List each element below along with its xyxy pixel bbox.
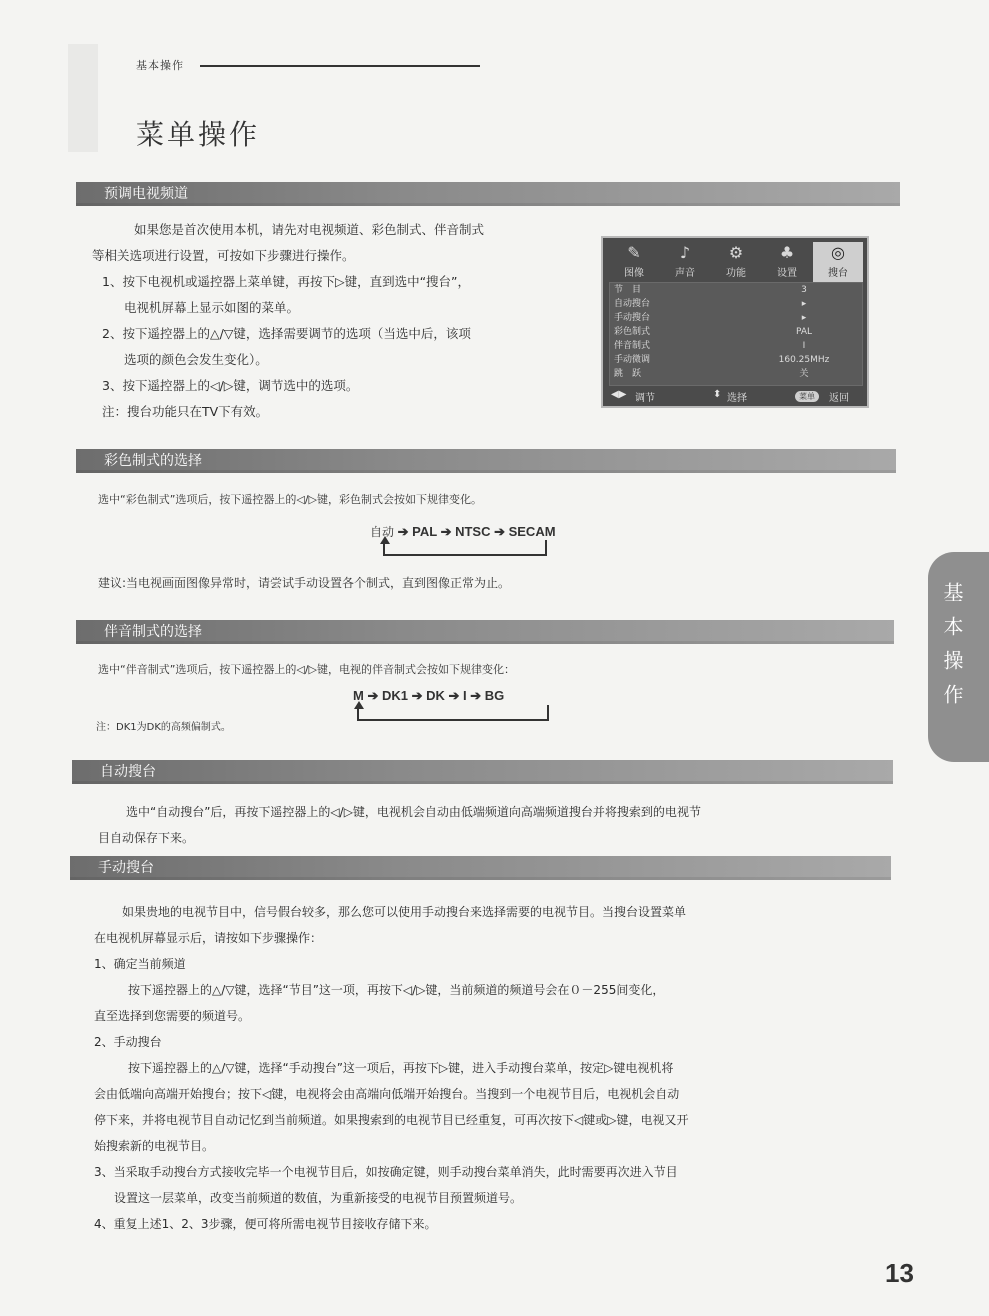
section-heading-sound: 伴音制式的选择 (76, 620, 894, 644)
tv-row: 自动搜台 ▸ (614, 299, 807, 309)
tv-row: 手动微调 160.25MHz (614, 355, 830, 365)
preset-line: 等相关选项进行设置，可按如下步骤进行操作。 (92, 248, 355, 263)
manual-line: 在电视机屏幕显示后，请按如下步骤操作： (94, 931, 323, 945)
color-flow: 自动 ➔ PAL ➔ NTSC ➔ SECAM (370, 524, 556, 539)
tv-tab-settings: ♣ 设置 (762, 242, 812, 282)
section-heading-manual: 手动搜台 (70, 856, 891, 880)
auto-line: 目自动保存下来。 (98, 831, 195, 845)
manual-line: 2、手动搜台 (94, 1035, 162, 1049)
tv-tab-sound: ♪ 声音 (660, 242, 710, 282)
preset-line: 电视机屏幕上显示如图的菜单。 (124, 300, 300, 315)
up-down-arrows-icon: ⬍ (713, 389, 722, 400)
manual-line: 3、当采取手动搜台方式接收完毕一个电视节目后，如按确定键，则手动搜台菜单消失，此时需要再次进入节目 (94, 1165, 678, 1179)
manual-line: 始搜索新的电视节目。 (94, 1139, 215, 1153)
manual-line: 设置这一层菜单，改变当前频道的数值，为重新接受的电视节目预置频道号。 (114, 1191, 523, 1205)
tv-tab-picture: ✎ 图像 (609, 242, 659, 282)
tv-row: 跳 跃 关 (614, 369, 809, 379)
picture-icon: ✎ (627, 243, 641, 262)
auto-text (98, 799, 701, 851)
sound-intro: 选中“伴音制式”选项后，按下遥控器上的◁/▷键，电视的伴音制式会按如下规律变化： (98, 663, 516, 676)
side-chapter-label: 基本操作 (940, 582, 964, 718)
page-number: 13 (885, 1258, 914, 1288)
color-loop-line (383, 540, 547, 556)
tv-row: 节 目 3 (614, 285, 807, 295)
section-heading-preset: 预调电视频道 (76, 182, 900, 206)
tv-tab-function: ⚙ 功能 (711, 242, 761, 282)
preset-line: 如果您是首次使用本机，请先对电视频道、彩色制式、伴音制式 (134, 222, 485, 237)
chapter-rule (200, 65, 480, 67)
manual-line: 1、确定当前频道 (94, 957, 186, 971)
section-heading-color: 彩色制式的选择 (76, 449, 896, 473)
manual-line: 停下来，并将电视节目自动记忆到当前频道。如果搜索到的电视节目已经重复，可再次按下◁键或▷键，电视又开 (94, 1113, 689, 1127)
manual-text (94, 899, 688, 1237)
corner-decoration (68, 44, 98, 152)
preset-text (92, 217, 485, 425)
manual-line: 如果贵地的电视节目中，信号假台较多，那么您可以使用手动搜台来选择需要的电视节目。当搜台设置菜单 (122, 905, 687, 919)
up-arrow-icon (380, 536, 390, 544)
function-icon: ⚙ (728, 243, 744, 262)
color-intro: 选中“彩色制式”选项后，按下遥控器上的◁/▷键，彩色制式会按如下规律变化。 (98, 493, 483, 506)
sound-icon: ♪ (679, 243, 691, 262)
tv-menu-options (609, 282, 863, 386)
preset-line: 选项的颜色会发生变化）。 (124, 352, 268, 367)
manual-line: 按下遥控器上的△/▽键，选择“节目”这一项，再按下◁/▷键，当前频道的频道号会在０－255间变化， (128, 983, 665, 997)
section-heading-auto: 自动搜台 (72, 760, 893, 784)
preset-line: 1、按下电视机或遥控器上菜单键，再按下▷键，直到选中“搜台”， (102, 274, 471, 289)
preset-line: 2、按下遥控器上的△/▽键，选择需要调节的选项（当选中后，该项 (102, 326, 471, 341)
sound-loop-line (357, 705, 549, 721)
manual-line: 直至选择到您需要的频道号。 (94, 1009, 251, 1023)
satellite-icon: ◎ (831, 243, 845, 262)
tv-row: 伴音制式 I (614, 341, 806, 351)
chapter-label: 基本操作 (136, 59, 184, 72)
manual-line: 会由低端向高端开始搜台；按下◁键，电视将会由高端向低端开始搜台。当搜到一个电视节目后，电视机会自动 (94, 1087, 680, 1101)
menu-key-badge: 菜单 (795, 391, 819, 402)
tv-menu-footer: ◀▶ 调节 ⬍ 选择 菜单 返回 (611, 389, 849, 404)
tv-tab-search: ◎ 搜台 (813, 242, 863, 282)
preset-line: 注：搜台功能只在TV下有效。 (102, 404, 269, 419)
page-title: 菜单操作 (136, 118, 261, 151)
manual-line: 按下遥控器上的△/▽键，选择“手动搜台”这一项后，再按下▷键，进入手动搜台菜单，按定▷键电视机将 (128, 1061, 674, 1075)
tv-row: 彩色制式 PAL (614, 327, 813, 337)
left-right-arrows-icon: ◀▶ (611, 389, 627, 400)
manual-line: 4、重复上述1、2、3步骤，便可将所需电视节目接收存储下来。 (94, 1217, 437, 1231)
settings-icon: ♣ (779, 243, 795, 262)
tv-row: 手动搜台 ▸ (614, 313, 807, 323)
sound-note: 注：DK1为DK的高频偏制式。 (96, 722, 231, 733)
tv-menu-tabs (609, 242, 863, 282)
auto-line: 选中“自动搜台”后，再按下遥控器上的◁/▷键，电视机会自动由低端频道向高端频道搜台并将搜索到的电视节 (126, 805, 701, 819)
preset-line: 3、按下遥控器上的◁/▷键，调节选中的选项。 (102, 378, 359, 393)
sound-flow: M ➔ DK1 ➔ DK ➔ I ➔ BG (353, 688, 505, 703)
up-arrow-icon (354, 701, 364, 709)
tv-menu-screen (601, 236, 869, 408)
color-advice: 建议:当电视画面图像异常时，请尝试手动设置各个制式，直到图像正常为止。 (98, 576, 511, 590)
